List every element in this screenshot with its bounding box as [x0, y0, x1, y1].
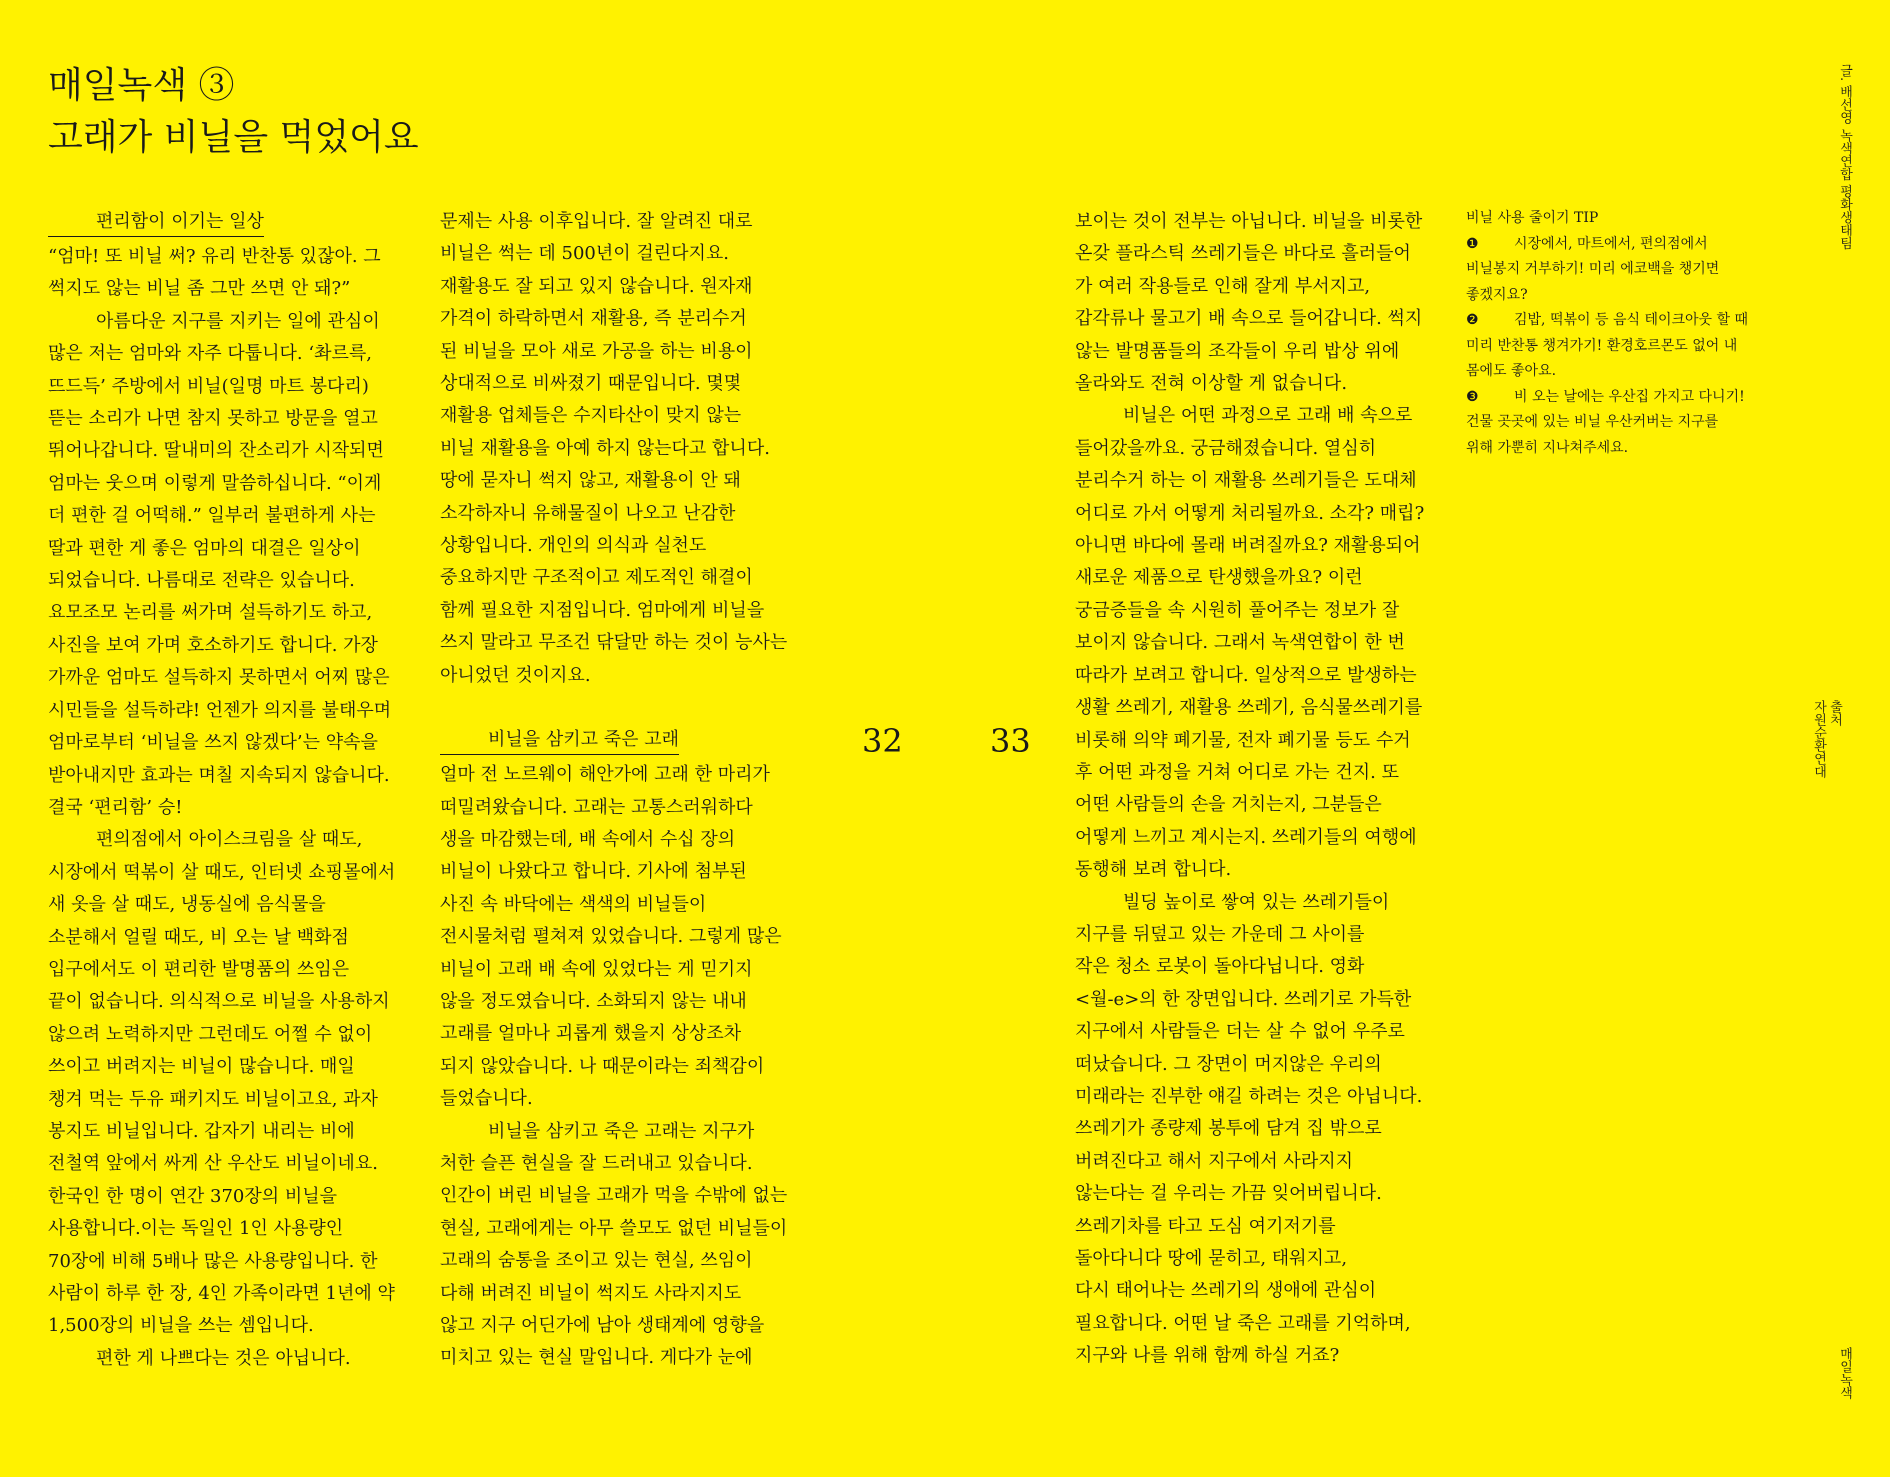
- text-line: 어떤 사람들의 손을 거치는지, 그분들은: [1075, 794, 1382, 816]
- text-line: 인간이 버린 비닐을 고래가 먹을 수밖에 없는: [440, 1185, 788, 1207]
- bullet-3: ❸: [1466, 388, 1479, 405]
- text-line: 지구와 나를 위해 함께 하실 거죠?: [1075, 1345, 1340, 1367]
- section-heading-whale: 비닐을 삼키고 죽은 고래: [440, 726, 679, 755]
- text-line: 작은 청소 로봇이 돌아다닙니다. 영화: [1075, 956, 1365, 978]
- text-line: 함께 필요한 지점입니다. 엄마에게 비닐을: [440, 599, 765, 621]
- tip-3-line-3: 위해 가뿐히 지나쳐주세요.: [1466, 439, 1629, 456]
- text-line: 시민들을 설득하랴! 언젠가 의지를 불태우며: [48, 699, 392, 721]
- text-line: 아니면 바다에 몰래 버려질까요? 재활용되어: [1075, 535, 1421, 557]
- bullet-2: ❷: [1466, 312, 1479, 328]
- text-line: 비롯해 의약 폐기물, 전자 폐기물 등도 수거: [1075, 729, 1411, 751]
- text-line: 가까운 엄마도 설득하지 못하면서 어찌 많은: [48, 667, 390, 689]
- author-credit: 글. 배선영 녹색연합 평화생태팀: [1837, 64, 1852, 250]
- text-line: 상황입니다. 개인의 의식과 실천도: [440, 535, 707, 557]
- text-line: 다해 버려진 비닐이 썩지도 사라지지도: [440, 1282, 742, 1304]
- source-credit: [1810, 700, 1842, 778]
- text-line: 비닐을 삼키고 죽은 고래는 지구가: [488, 1120, 755, 1142]
- text-line: 쓰이고 버려지는 비닐이 많습니다. 매일: [48, 1056, 355, 1078]
- text-line: 가격이 하락하면서 재활용, 즉 분리수거: [440, 308, 747, 330]
- text-line: 고래를 얼마나 괴롭게 했을지 상상조차: [440, 1023, 742, 1045]
- text-line: 비닐 재활용을 아예 하지 않는다고 합니다.: [440, 437, 770, 459]
- text-line: 딸과 편한 게 좋은 엄마의 대결은 일상이: [48, 537, 361, 559]
- text-line: 돌아다니다 땅에 묻히고, 태워지고,: [1075, 1248, 1348, 1269]
- text-line: 사람이 하루 한 장, 4인 가족이라면 1년에 약: [48, 1283, 395, 1304]
- text-line: 편한 게 나쁘다는 것은 아닙니다.: [96, 1347, 351, 1369]
- text-line: 챙겨 먹는 두유 패키지도 비닐이고요, 과자: [48, 1088, 378, 1110]
- text-line: 된 비닐을 모아 새로 가공을 하는 비용이: [440, 340, 753, 362]
- text-line: 들었습니다.: [440, 1088, 533, 1110]
- text-line: 아름다운 지구를 지키는 일에 관심이: [96, 310, 380, 332]
- text-line: 빌딩 높이로 쌓여 있는 쓰레기들이: [1123, 891, 1390, 913]
- col2-body-a: [440, 206, 787, 692]
- text-line: 새로운 제품으로 탄생했을까요? 이런: [1075, 567, 1363, 589]
- tip-3-line-2: 건물 곳곳에 있는 비닐 우산커버는 지구를: [1466, 414, 1719, 430]
- col2-body-b: [440, 759, 787, 1375]
- text-line: 따라가 보려고 합니다. 일상적으로 발생하는: [1075, 664, 1417, 686]
- text-line: 1,500장의 비닐을 쓰는 셈입니다.: [48, 1315, 314, 1337]
- text-line: 가 여러 작용들로 인해 잘게 부서지고,: [1075, 275, 1371, 297]
- text-line: 한국인 한 명이 연간 370장의 비닐을: [48, 1185, 338, 1207]
- tip-box: [1466, 206, 1748, 461]
- text-line: 재활용 업체들은 수지타산이 맞지 않는: [440, 405, 742, 427]
- tip-2-line-3: 몸에도 좋아요.: [1466, 363, 1557, 379]
- text-line: 더 편한 걸 어떡해.” 일부러 불편하게 사는: [48, 505, 376, 527]
- text-line: 지구에서 사람들은 더는 살 수 없어 우주로: [1075, 1021, 1405, 1043]
- headline: 고래가 비닐을 먹었어요: [48, 117, 419, 158]
- series-title: 매일녹색 ③: [48, 65, 235, 106]
- text-line: 미래라는 진부한 얘길 하려는 것은 아닙니다.: [1075, 1085, 1423, 1107]
- text-line: 되었습니다. 나름대로 전략은 있습니다.: [48, 570, 355, 592]
- text-line: 사용합니다.이는 독일인 1인 사용량인: [48, 1218, 344, 1240]
- text-line: 필요합니다. 어떤 날 죽은 고래를 기억하며,: [1075, 1312, 1411, 1334]
- text-line: 현실, 고래에게는 아무 쓸모도 없던 비닐들이: [440, 1217, 788, 1239]
- text-line: 처한 슬픈 현실을 잘 드러내고 있습니다.: [440, 1152, 753, 1174]
- text-line: 보이지 않습니다. 그래서 녹색연합이 한 번: [1075, 632, 1405, 654]
- text-line: 않고 지구 어딘가에 남아 생태계에 영향을: [440, 1315, 765, 1336]
- text-line: 시장에서 떡볶이 살 때도, 인터넷 쇼핑몰에서: [48, 861, 396, 883]
- text-line: 들어갔을까요. 궁금해졌습니다. 열심히: [1075, 437, 1377, 459]
- text-line: 받아내지만 효과는 며칠 지속되지 않습니다.: [48, 764, 390, 786]
- text-line: 보이는 것이 전부는 아닙니다. 비닐을 비롯한: [1075, 211, 1423, 232]
- text-line: 끝이 없습니다. 의식적으로 비닐을 사용하지: [48, 991, 390, 1013]
- magazine-name: 매일녹색: [1837, 1347, 1852, 1399]
- tip-item-3: [1466, 385, 1748, 462]
- text-line: 문제는 사용 이후입니다. 잘 알려진 대로: [440, 211, 753, 232]
- text-line: 지구를 뒤덮고 있는 가운데 그 사이를: [1075, 923, 1365, 945]
- text-line: 올라와도 전혀 이상할 게 없습니다.: [1075, 373, 1348, 395]
- tip-3-line-1: 비 오는 날에는 우산집 가지고 다니기!: [1514, 388, 1745, 405]
- tip-item-2: [1466, 308, 1748, 385]
- text-line: 비닐이 고래 배 속에 있었다는 게 믿기지: [440, 958, 753, 980]
- text-line: 미치고 있는 현실 말입니다. 게다가 눈에: [440, 1347, 753, 1369]
- text-line: 엄마로부터 ‘비닐을 쓰지 않겠다’는 약속을: [48, 732, 378, 754]
- text-line: 편의점에서 아이스크림을 살 때도,: [96, 829, 363, 851]
- text-line: 되지 않았습니다. 나 때문이라는 죄책감이: [440, 1055, 765, 1077]
- text-line: 어떻게 느끼고 계시는지. 쓰레기들의 여행에: [1075, 826, 1417, 848]
- source-name: 자원순환연대: [1811, 700, 1826, 778]
- bullet-1: ❶: [1466, 235, 1479, 252]
- tip-1-line-2: 비닐봉지 거부하기! 미리 에코백을 챙기면: [1466, 261, 1720, 277]
- text-line: 전철역 앞에서 싸게 산 우산도 비닐이네요.: [48, 1153, 378, 1175]
- text-line: 떠밀려왔습니다. 고래는 고통스러워하다: [440, 796, 753, 818]
- text-line: 중요하지만 구조적이고 제도적인 해결이: [440, 567, 753, 589]
- text-line: 많은 저는 엄마와 자주 다툽니다. ‘촤르륵,: [48, 343, 372, 365]
- text-line: 뛰어나갑니다. 딸내미의 잔소리가 시작되면: [48, 440, 384, 462]
- text-line: 재활용도 잘 되고 있지 않습니다. 원자재: [440, 275, 753, 297]
- section-heading-convenience: 편리함이 이기는 일상: [48, 208, 264, 237]
- text-line: 요모조모 논리를 써가며 설득하기도 하고,: [48, 602, 373, 624]
- tip-title: 비닐 사용 줄이기 TIP: [1466, 210, 1599, 226]
- text-line: 비닐은 썩는 데 500년이 걸린다지요.: [440, 243, 730, 265]
- text-line: 결국 ‘편리함’ 승!: [48, 796, 183, 818]
- text-line: 어디로 가서 어떻게 처리될까요. 소각? 매립?: [1075, 502, 1425, 524]
- text-line: 갑각류나 물고기 배 속으로 들어갑니다. 썩지: [1075, 308, 1423, 330]
- tip-item-1: [1466, 232, 1748, 309]
- text-line: 궁금증들을 속 시원히 풀어주는 정보가 잘: [1075, 599, 1400, 621]
- text-line: <월-e>의 한 장면입니다. 쓰레기로 가득한: [1075, 988, 1412, 1010]
- text-line: 얼마 전 노르웨이 해안가에 고래 한 마리가: [440, 764, 770, 786]
- page-number-right: 33: [990, 722, 1031, 760]
- text-line: 쓰레기가 종량제 봉투에 담겨 집 밖으로: [1075, 1118, 1382, 1140]
- section-gap: [440, 692, 787, 724]
- text-line: 뜨드득’ 주방에서 비닐(일명 마트 봉다리): [48, 375, 369, 397]
- tip-1-line-3: 좋겠지요?: [1466, 286, 1528, 303]
- text-line: “엄마! 또 비닐 써? 유리 반찬통 있잖아. 그: [48, 246, 381, 267]
- col3-body: [1075, 206, 1424, 1373]
- text-line: 사진을 보여 가며 호소하기도 합니다. 가장: [48, 634, 378, 656]
- text-line: 동행해 보려 합니다.: [1075, 859, 1232, 881]
- text-line: 비닐은 어떤 과정으로 고래 배 속으로: [1123, 405, 1413, 427]
- text-line: 않을 정도였습니다. 소화되지 않는 내내: [440, 990, 747, 1012]
- text-line: 분리수거 하는 이 재활용 쓰레기들은 도대체: [1075, 470, 1417, 492]
- source-label: 출처: [1827, 700, 1842, 726]
- text-line: 다시 태어나는 쓰레기의 생애에 관심이: [1075, 1280, 1377, 1302]
- text-line: 떠났습니다. 그 장면이 머지않은 우리의: [1075, 1053, 1382, 1075]
- text-line: 않는 발명품들의 조각들이 우리 밥상 위에: [1075, 340, 1400, 362]
- column-1: [48, 206, 395, 1375]
- text-line: 후 어떤 과정을 거쳐 어디로 가는 건지. 또: [1075, 761, 1399, 783]
- col1-body: [48, 241, 395, 1375]
- text-line: 뜯는 소리가 나면 참지 못하고 방문을 열고: [48, 408, 378, 430]
- page-number-left: 32: [862, 722, 903, 760]
- text-line: 쓰지 말라고 무조건 닦달만 하는 것이 능사는: [440, 632, 788, 654]
- text-line: 사진 속 바닥에는 색색의 비닐들이: [440, 893, 707, 915]
- tip-2-line-1: 김밥, 떡볶이 등 음식 테이크아웃 할 때: [1514, 312, 1749, 328]
- text-line: 소분해서 얼릴 때도, 비 오는 날 백화점: [48, 926, 349, 948]
- column-3: [1075, 206, 1424, 1373]
- text-line: 온갖 플라스틱 쓰레기들은 바다로 흘러들어: [1075, 243, 1411, 265]
- text-line: 버려진다고 해서 지구에서 사라지지: [1075, 1150, 1353, 1172]
- text-line: 입구에서도 이 편리한 발명품의 쓰임은: [48, 958, 350, 980]
- text-line: 전시물처럼 펼쳐져 있었습니다. 그렇게 많은: [440, 926, 782, 948]
- text-line: 쓰레기차를 타고 도심 여기저기를: [1075, 1215, 1336, 1237]
- text-line: 70장에 비해 5배나 많은 사용량입니다. 한: [48, 1250, 378, 1272]
- text-line: 봉지도 비닐입니다. 갑자기 내리는 비에: [48, 1120, 355, 1142]
- article-title: [48, 60, 419, 164]
- text-line: 아니었던 것이지요.: [440, 664, 591, 686]
- text-line: 않으려 노력하지만 그런데도 어쩔 수 없이: [48, 1023, 373, 1045]
- text-line: 고래의 숨통을 조이고 있는 현실, 쓰임이: [440, 1250, 753, 1272]
- text-line: 생활 쓰레기, 재활용 쓰레기, 음식물쓰레기를: [1075, 697, 1423, 719]
- text-line: 비닐이 나왔다고 합니다. 기사에 첨부된: [440, 861, 747, 883]
- text-line: 생을 마감했는데, 배 속에서 수십 장의: [440, 828, 736, 850]
- text-line: 새 옷을 살 때도, 냉동실에 음식물을: [48, 894, 326, 916]
- text-line: 썩지도 않는 비닐 좀 그만 쓰면 안 돼?”: [48, 278, 351, 300]
- text-line: 엄마는 웃으며 이렇게 말씀하십니다. “이게: [48, 472, 382, 494]
- tip-2-line-2: 미리 반찬통 챙겨가기! 환경호르몬도 없어 내: [1466, 337, 1738, 354]
- column-2: [440, 206, 787, 1375]
- text-line: 상대적으로 비싸졌기 때문입니다. 몇몇: [440, 373, 742, 395]
- text-line: 땅에 묻자니 썩지 않고, 재활용이 안 돼: [440, 470, 741, 492]
- tip-1-line-1: 시장에서, 마트에서, 편의점에서: [1514, 235, 1708, 252]
- text-line: 소각하자니 유해물질이 나오고 난감한: [440, 502, 736, 524]
- text-line: 않는다는 걸 우리는 가끔 잊어버립니다.: [1075, 1183, 1382, 1205]
